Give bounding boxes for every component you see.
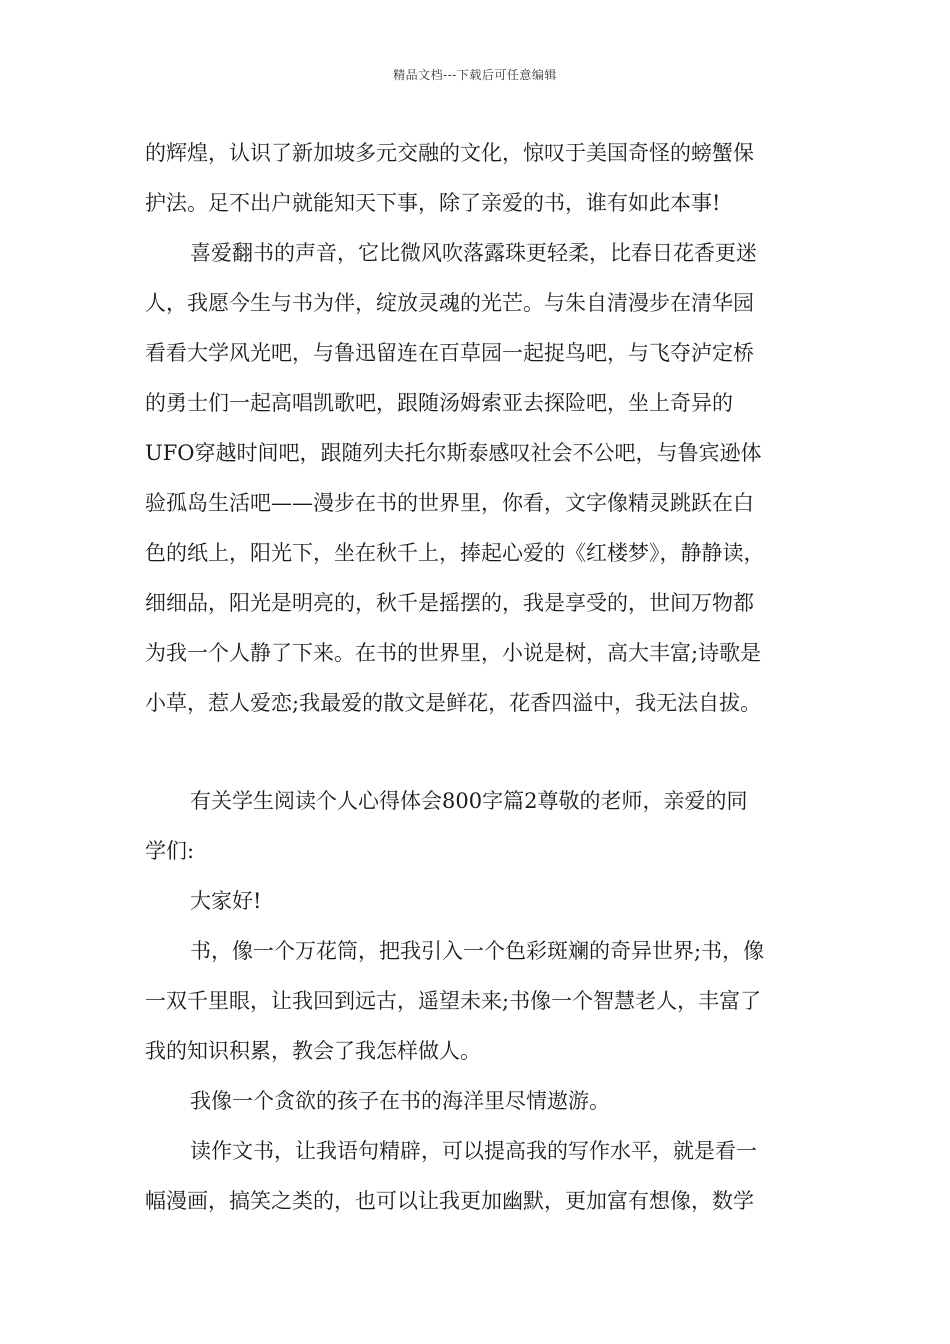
text-line: 人，我愿今生与书为伴，绽放灵魂的光芒。与朱自清漫步在清华园: [145, 291, 754, 315]
text-line: 喜爱翻书的声音，它比微风吹落露珠更轻柔，比春日花香更迷: [190, 241, 757, 265]
text-line: 一双千里眼，让我回到远古，遥望未来;书像一个智慧老人，丰富了: [145, 989, 762, 1013]
text-line: 为我一个人静了下来。在书的世界里，小说是树，高大丰富;诗歌是: [145, 641, 762, 665]
text-line: 读作文书，让我语句精辟，可以提高我的写作水平，就是看一: [190, 1139, 757, 1163]
text-line: 我像一个贪欲的孩子在书的海洋里尽情遨游。: [190, 1089, 610, 1113]
document-body: [145, 128, 810, 1226]
text-line: 护法。足不出户就能知天下事，除了亲爱的书，谁有如此本事!: [145, 191, 721, 215]
text-line: UFO穿越时间吧，跟随列夫托尔斯泰感叹社会不公吧，与鲁宾逊体: [145, 441, 762, 465]
text-line: 验孤岛生活吧——漫步在书的世界里，你看，文字像精灵跳跃在白: [145, 491, 754, 515]
text-line: 的辉煌，认识了新加坡多元交融的文化，惊叹于美国奇怪的螃蟹保: [145, 141, 754, 165]
text-line: 细细品，阳光是明亮的，秋千是摇摆的，我是享受的，世间万物都: [145, 591, 754, 615]
text-line: 色的纸上，阳光下，坐在秋千上，捧起心爱的《红楼梦》，静静读，: [145, 541, 765, 565]
text-line: 书，像一个万花筒，把我引入一个色彩斑斓的奇异世界;书，像: [190, 939, 765, 963]
text-line: 大家好!: [190, 889, 262, 913]
text-line: 小草，惹人爱恋;我最爱的散文是鲜花，花香四溢中，我无法自拔。: [145, 691, 762, 715]
text-line: 的勇士们一起高唱凯歌吧，跟随汤姆索亚去探险吧，坐上奇异的: [145, 391, 733, 415]
text-line: 我的知识积累，教会了我怎样做人。: [145, 1039, 481, 1063]
text-line: 看看大学风光吧，与鲁迅留连在百草园一起捉鸟吧，与飞夺泸定桥: [145, 341, 754, 365]
section-heading-line: 有关学生阅读个人心得体会800字篇2尊敬的老师，亲爱的同: [190, 789, 748, 813]
page-header: 精品文档---下载后可任意编辑: [393, 68, 557, 82]
text-line: 幅漫画，搞笑之类的，也可以让我更加幽默，更加富有想像，数学: [145, 1189, 754, 1213]
text-line: 学们:: [145, 839, 195, 863]
paragraph-gap: [145, 728, 810, 776]
